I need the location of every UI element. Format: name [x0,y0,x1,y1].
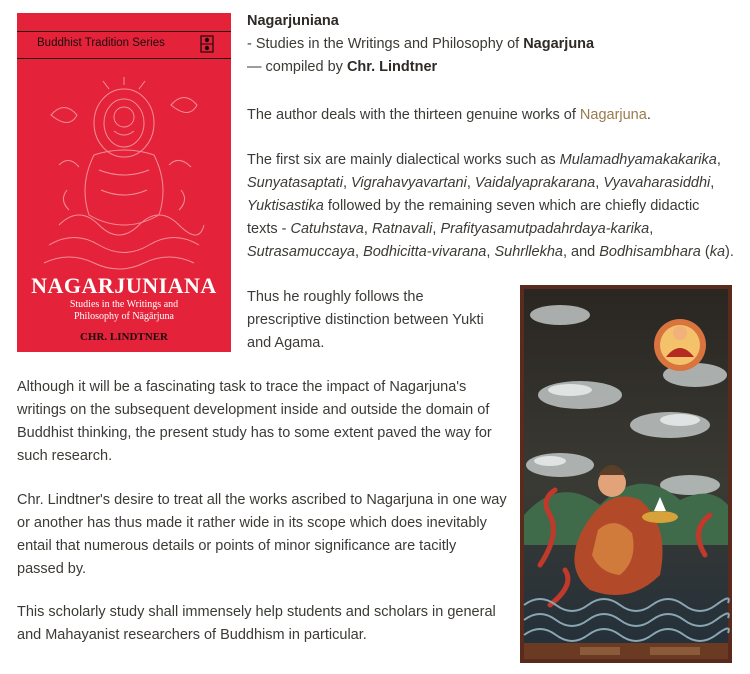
cover-subtitle-line1: Studies in the Writings and [69,299,179,310]
works-sep: , [363,221,372,237]
work-title: Sunyatasaptati [247,175,343,191]
work-title: Prafityasamutpadahrdaya-karika [440,221,650,237]
cover-artwork [39,75,209,271]
works-sep: , [710,175,715,191]
intro-name: Nagarjuna [579,107,647,123]
work-title: Vyavaharasiddhi [603,175,711,191]
works-sep: , [432,221,441,237]
intro-end: . [646,107,651,123]
cover-title: NAGARJUNIANA [31,273,217,298]
cover-series-text: Buddhist Tradition Series [37,37,165,49]
book-subtitle-name: Nagarjuna [523,36,595,52]
intro-paragraph [247,104,737,127]
work-title: Vigrahavyavartani [351,175,467,191]
works-sep: ( [700,244,710,260]
work-title: Bodhicitta-vivarana [363,244,487,260]
intro-text: The author deals with the thirteen genuine works of [247,107,580,123]
work-title: ka [709,244,726,260]
works-sep: , [716,152,721,168]
series-emblem-icon [200,35,214,53]
book-subtitle-prefix: - Studies in the Writings and Philosophy of [247,36,524,52]
works-sep: , [355,244,364,260]
compiler-name: Chr. Lindtner [346,59,438,75]
work-title: Suhrllekha [494,244,563,260]
book-title: Nagarjuniana [247,13,339,29]
work-title: Yuktisastika [247,198,324,214]
works-sep: , [342,175,351,191]
compiled-prefix: — compiled by [247,59,347,75]
works-sep: , and [562,244,600,260]
work-title: Mulamadhyamakakarika [559,152,717,168]
nagarjuna-thangka-painting [520,285,732,663]
works-sep: ). [725,244,734,260]
work-title: Sutrasamuccaya [247,244,355,260]
works-sep: , [649,221,654,237]
scope-paragraph: Chr. Lindtner's desire to treat all the works ascribed to Nagarjuna in one way or another has thus made it rather wide in its scope which does inevitably entail that numerous details or points of minor significance are tacitly passed by. [17,492,507,577]
book-header [247,10,737,79]
works-text-2: followed by the remaining seven which are chiefly didactic texts - [247,198,700,237]
cover-subtitle [17,299,231,323]
works-sep: , [486,244,495,260]
works-sep: , [595,175,604,191]
works-sep: , [466,175,475,191]
yukti-paragraph: Thus he roughly follows the prescriptive distinction between Yukti and Agama. [247,289,484,351]
cover-author: CHR. LINDTNER [79,331,168,343]
work-title: Ratnavali [371,221,433,237]
work-title: Vaidalyaprakarana [474,175,596,191]
closing-paragraph: This scholarly study shall immensely help students and scholars in general and Mahayanist researchers of Buddhism in particular. [17,604,496,643]
work-title: Catuhstava [290,221,364,237]
cover-series-band [17,31,231,59]
works-paragraph [247,149,734,264]
work-title: Bodhisambhara [599,244,701,260]
book-cover-image [17,13,231,352]
impact-paragraph: Although it will be a fascinating task to trace the impact of Nagarjuna's writings on the subsequent development inside and outside the domain of Buddhist thinking, the present study has to some extent paved the way for such research. [17,379,492,464]
works-text-1: The first six are mainly dialectical works such as [247,152,560,168]
cover-subtitle-line2: Philosophy of Nāgārjuna [74,311,174,322]
